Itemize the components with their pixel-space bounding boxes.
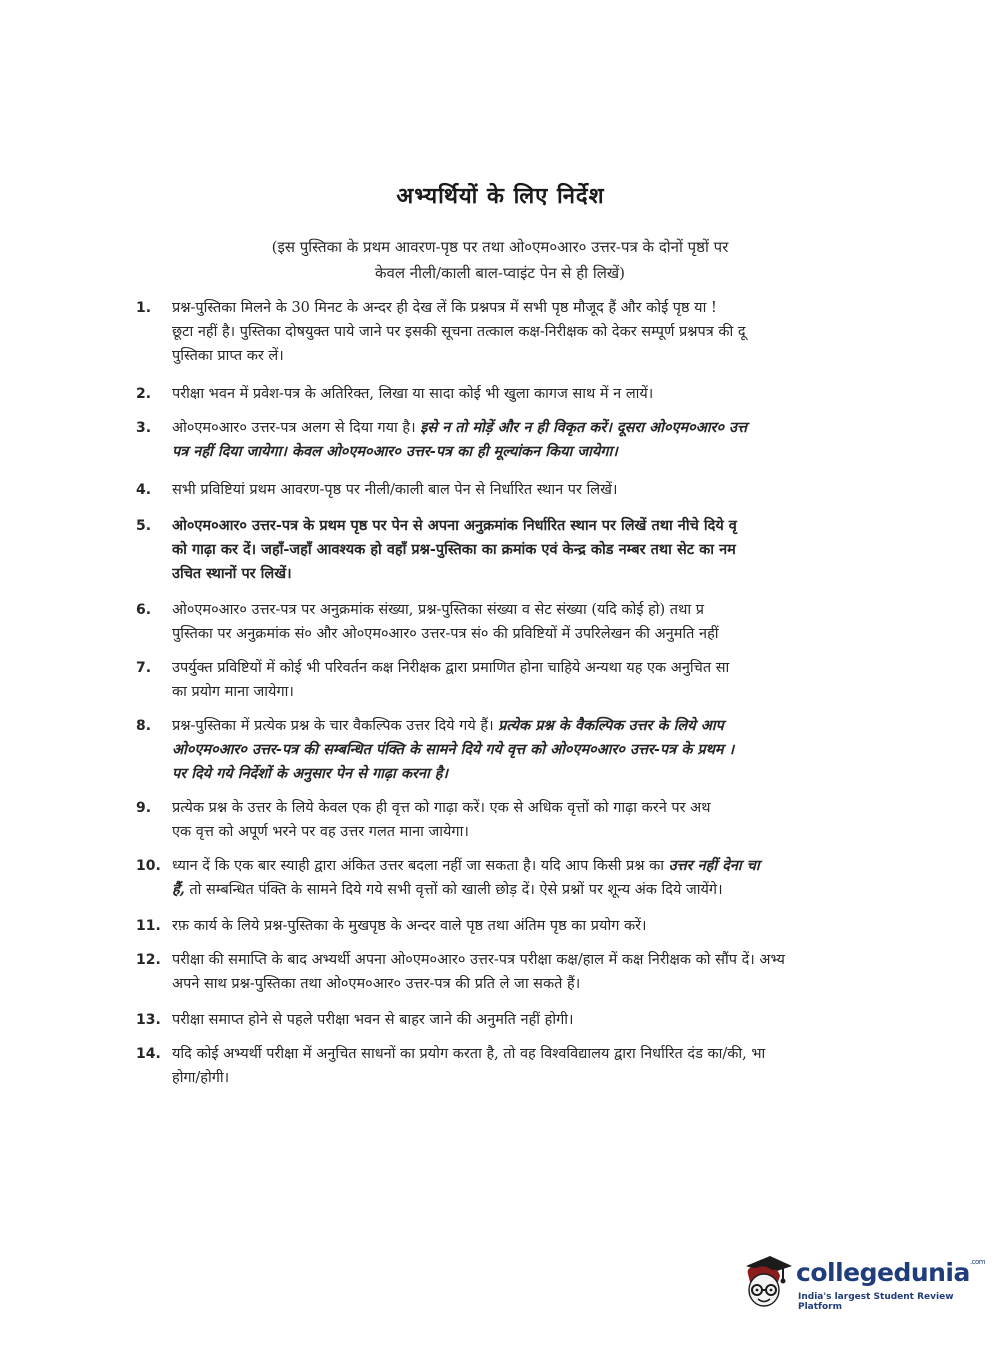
item-number: 2. bbox=[136, 386, 152, 402]
item-number: 1. bbox=[136, 300, 152, 316]
item-text bbox=[172, 948, 896, 996]
item-line: परीक्षा भवन में प्रवेश-पत्र के अतिरिक्त, लिखा या सादा कोई भी खुला कागज साथ में न लायें। bbox=[172, 386, 654, 402]
item-line: एक वृत्त को अपूर्ण भरने पर वह उत्तर गलत माना जायेगा। bbox=[172, 824, 469, 840]
logo-name: collegedunia bbox=[796, 1258, 970, 1287]
item-number: 10. bbox=[136, 858, 161, 874]
item-line: होगा/होगी। bbox=[172, 1070, 230, 1086]
item-number: 11. bbox=[136, 918, 161, 934]
item-line-emphasis: इसे न तो मोड़ें और न ही विकृत करें। दूसरा ओ०एम०आर० उत्त bbox=[420, 419, 748, 436]
item-line-normal: ओ०एम०आर० उत्तर-पत्र अलग से दिया गया है। bbox=[172, 420, 421, 436]
item-text bbox=[172, 478, 896, 502]
item-line-emphasis: पर दिये गये निर्देशों के अनुसार पेन से गाढ़ा करना है। bbox=[172, 765, 448, 782]
item-number: 8. bbox=[136, 718, 152, 734]
item-line bbox=[172, 878, 896, 902]
item-number: 14. bbox=[136, 1046, 161, 1062]
item-line: का प्रयोग माना जायेगा। bbox=[172, 684, 294, 700]
item-line bbox=[172, 854, 896, 878]
logo-suffix: .com bbox=[969, 1258, 986, 1266]
item-line-emphasis: प्रत्येक प्रश्न के वैकल्पिक उत्तर के लिये आप bbox=[498, 717, 724, 734]
item-number: 12. bbox=[136, 952, 161, 968]
item-line: सभी प्रविष्टियां प्रथम आवरण-पृष्ठ पर नीली/काली बाल पेन से निर्धारित स्थान पर लिखें। bbox=[172, 482, 618, 498]
item-line: प्रत्येक प्रश्न के उत्तर के लिये केवल एक ही वृत्त को गाढ़ा करें। एक से अधिक वृत्तों को गाढ़ा करने पर अथ bbox=[172, 800, 711, 816]
item-number: 6. bbox=[136, 602, 152, 618]
subtitle-line-1: (इस पुस्तिका के प्रथम आवरण-पृष्ठ पर तथा ओ०एम०आर० उत्तर-पत्र के दोनों पृष्ठों पर bbox=[271, 238, 729, 256]
item-number: 5. bbox=[136, 518, 152, 534]
page-title: अभ्यर्थियों के लिए निर्देश bbox=[396, 183, 605, 209]
item-line: परीक्षा की समाप्ति के बाद अभ्यर्थी अपना ओ०एम०आर० उत्तर-पत्र परीक्षा कक्ष/हाल में कक्ष निरीक्षक को सौंप दें। अभ्य bbox=[172, 952, 785, 968]
item-line-normal: प्रश्न-पुस्तिका में प्रत्येक प्रश्न के चार वैकल्पिक उत्तर दिये गये हैं। bbox=[172, 718, 499, 734]
item-text bbox=[172, 416, 896, 464]
item-line bbox=[172, 714, 896, 738]
item-text bbox=[172, 296, 896, 368]
item-line: को गाढ़ा कर दें। जहाँ-जहाँ आवश्यक हो वहाँ प्रश्न-पुस्तिका का क्रमांक एवं केन्द्र कोड नम्बर तथा सेट का नम bbox=[172, 541, 736, 558]
item-line: ओ०एम०आर० उत्तर-पत्र पर अनुक्रमांक संख्या, प्रश्न-पुस्तिका संख्या व सेट संख्या (यदि कोई हो) तथा प्र bbox=[172, 602, 704, 618]
item-text bbox=[172, 796, 896, 844]
item-line-emphasis: हैं, bbox=[172, 881, 185, 898]
item-line: उचित स्थानों पर लिखें। bbox=[172, 565, 292, 582]
item-number: 13. bbox=[136, 1012, 161, 1028]
item-line: पुस्तिका पर अनुक्रमांक सं० और ओ०एम०आर० उत्तर-पत्र सं० की प्रविष्टियों में उपरिलेखन की अनुमति नहीं bbox=[172, 626, 719, 642]
item-text bbox=[172, 1008, 896, 1032]
item-line: यदि कोई अभ्यर्थी परीक्षा में अनुचित साधनों का प्रयोग करता है, तो वह विश्वविद्यालय द्वारा निर्धारित दंड का/की, भा bbox=[172, 1046, 766, 1062]
logo-tagline: India's largest Student Review Platform bbox=[798, 1292, 954, 1312]
item-line: परीक्षा समाप्त होने से पहले परीक्षा भवन से बाहर जाने की अनुमति नहीं होगी। bbox=[172, 1012, 574, 1028]
logo-wordmark bbox=[796, 1258, 985, 1287]
item-number: 9. bbox=[136, 800, 152, 816]
item-text bbox=[172, 1042, 896, 1090]
item-text bbox=[172, 382, 896, 406]
item-number: 4. bbox=[136, 482, 152, 498]
item-text bbox=[172, 914, 896, 938]
item-text bbox=[172, 714, 896, 786]
item-number: 3. bbox=[136, 420, 152, 436]
item-line: पुस्तिका प्राप्त कर लें। bbox=[172, 348, 284, 364]
item-line: रफ़ कार्य के लिये प्रश्न-पुस्तिका के मुखपृष्ठ के अन्दर वाले पृष्ठ तथा अंतिम पृष्ठ का प्रयोग करें। bbox=[172, 918, 647, 934]
item-text bbox=[172, 598, 896, 646]
item-line: उपर्युक्त प्रविष्टियों में कोई भी परिवर्तन कक्ष निरीक्षक द्वारा प्रमाणित होना चाहिये अन्यथा यह एक अनुचित सा bbox=[172, 660, 730, 676]
subtitle-line-2: केवल नीली/काली बाल-प्वाइंट पेन से ही लिखें) bbox=[374, 264, 626, 282]
item-text bbox=[172, 854, 896, 902]
item-line: प्रश्न-पुस्तिका मिलने के 30 मिनट के अन्दर ही देख लें कि प्रश्नपत्र में सभी पृष्ठ मौजूद हैं और कोई पृष्ठ या ! bbox=[172, 300, 717, 316]
item-text bbox=[172, 656, 896, 704]
page-subtitle bbox=[170, 234, 830, 286]
item-number: 7. bbox=[136, 660, 152, 676]
collegedunia-logo bbox=[738, 1248, 986, 1318]
item-line: छूटा नहीं है। पुस्तिका दोषयुक्त पाये जाने पर इसकी सूचना तत्काल कक्ष-निरीक्षक को देकर सम्पूर्ण प्रश्नपत्र की दू bbox=[172, 324, 746, 340]
item-text bbox=[172, 514, 896, 586]
item-line-normal: ध्यान दें कि एक बार स्याही द्वारा अंकित उत्तर बदला नहीं जा सकता है। यदि आप किसी प्रश्न का bbox=[172, 858, 669, 874]
student-mascot-icon bbox=[738, 1252, 796, 1312]
item-line: अपने साथ प्रश्न-पुस्तिका तथा ओ०एम०आर० उत्तर-पत्र की प्रति ले जा सकते हैं। bbox=[172, 976, 581, 992]
item-line-emphasis: ओ०एम०आर० उत्तर-पत्र की सम्बन्धित पंक्ति के सामने दिये गये वृत्त को ओ०एम०आर० उत्तर-पत्र के प्रथम । bbox=[172, 741, 735, 758]
item-line-emphasis: उत्तर नहीं देना चा bbox=[668, 857, 760, 874]
item-line-normal: तो सम्बन्धित पंक्ति के सामने दिये गये सभी वृत्तों को खाली छोड़ दें। ऐसे प्रश्नों पर शून्य अंक दिये जायेंगे। bbox=[184, 882, 723, 898]
item-line-emphasis: पत्र नहीं दिया जायेगा। केवल ओ०एम०आर० उत्तर-पत्र का ही मूल्यांकन किया जायेगा। bbox=[172, 443, 618, 460]
item-line: ओ०एम०आर० उत्तर-पत्र के प्रथम पृष्ठ पर पेन से अपना अनुक्रमांक निर्धारित स्थान पर लिखें तथा नीचे दिये वृ bbox=[172, 517, 737, 534]
item-line bbox=[172, 416, 896, 440]
